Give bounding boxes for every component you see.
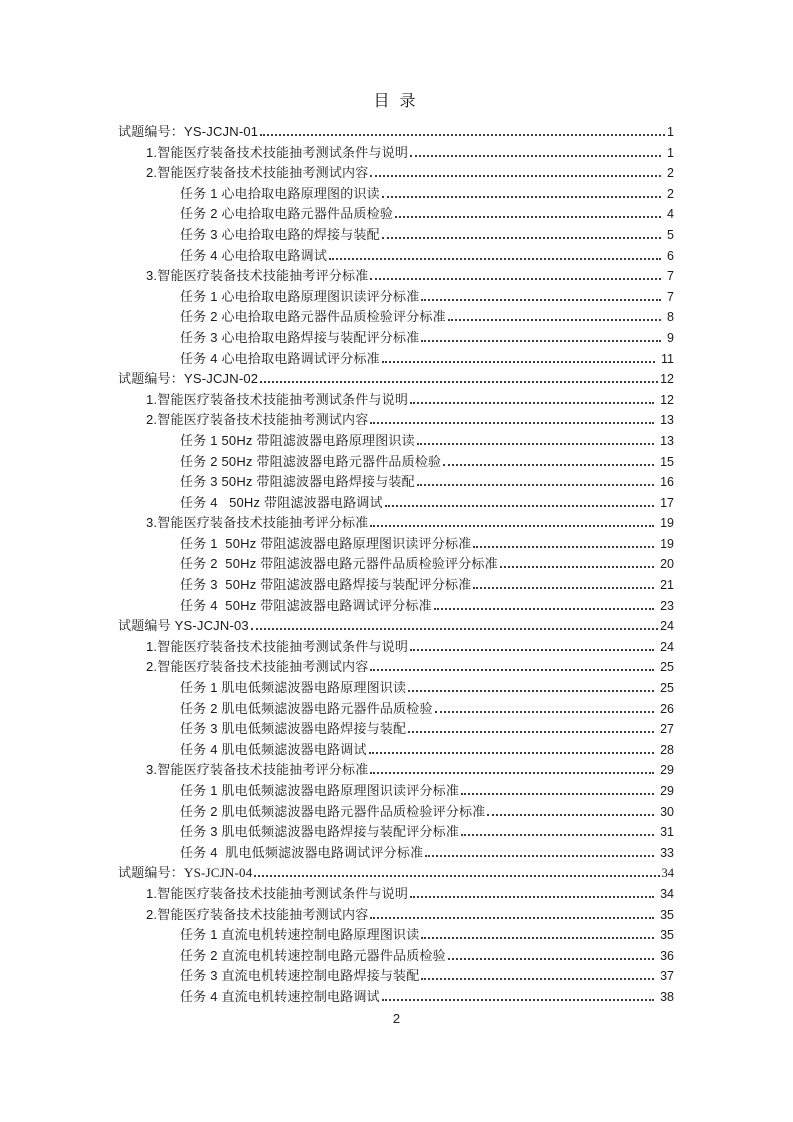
toc-entry-page-number: 15 — [660, 454, 674, 469]
toc-dot-leader — [461, 834, 654, 836]
toc-entry-page-number: 29 — [660, 784, 674, 798]
toc-entry-page-number: 27 — [660, 722, 674, 737]
toc-entry-page-number: 35 — [660, 928, 674, 943]
toc-entry-text: 3.智能医疗装备技术技能抽考评分标准 — [146, 268, 369, 284]
toc-entry-text: 1.智能医疗装备技术技能抽考测试条件与说明 — [146, 391, 409, 407]
toc-entry[interactable] — [118, 328, 674, 349]
toc-entry[interactable] — [118, 925, 674, 946]
toc-dot-leader — [410, 155, 661, 157]
toc-entry-text: 任务 4 心电拾取电路调试 — [180, 247, 328, 263]
toc-dot-leader — [448, 319, 661, 321]
toc-dot-leader — [370, 422, 654, 424]
toc-entry-text: 任务 4 50Hz 带阻滤波器电路调试 — [180, 494, 383, 510]
toc-entry-page-number: 30 — [660, 804, 674, 819]
toc-dot-leader — [417, 484, 654, 486]
toc-dot-leader — [369, 752, 654, 754]
toc-entry-page-number: 25 — [660, 660, 674, 675]
toc-entry-page-number: 13 — [660, 413, 674, 428]
toc-entry-page-number: 21 — [660, 578, 674, 593]
toc-entry-text: 任务 1 50Hz 带阻滤波器电路原理图识读评分标准 — [180, 535, 472, 551]
toc-entry[interactable] — [118, 493, 674, 514]
toc-entry-page-number: 1 — [667, 125, 674, 139]
toc-entry-text: 试题编号 YS-JCJN-03 — [118, 618, 249, 634]
toc-dot-leader — [410, 649, 654, 651]
toc-entry-page-number: 31 — [660, 825, 674, 840]
toc-entry-text: 任务 1 肌电低频滤波器电路原理图识读 — [180, 680, 407, 696]
toc-dot-leader — [443, 464, 654, 466]
toc-entry-page-number: 25 — [660, 681, 674, 696]
toc-entry-text: 3.智能医疗装备技术技能抽考评分标准 — [146, 762, 369, 778]
toc-entry-page-number: 38 — [660, 989, 674, 1004]
toc-entry-page-number: 36 — [660, 948, 674, 963]
toc-entry[interactable] — [118, 225, 674, 246]
toc-entry-text: 任务 2 肌电低频滤波器电路元器件品质检验评分标准 — [180, 803, 486, 819]
toc-dot-leader — [417, 443, 654, 445]
toc-dot-leader — [370, 175, 661, 177]
toc-entry-page-number: 11 — [661, 351, 674, 366]
toc-dot-leader — [370, 772, 654, 774]
toc-entry-text: 任务 4 直流电机转速控制电路调试 — [180, 988, 380, 1004]
toc-entry-text: 1.智能医疗装备技术技能抽考测试条件与说明 — [146, 638, 409, 654]
toc-entry[interactable] — [118, 204, 674, 225]
toc-entry[interactable] — [118, 802, 674, 823]
toc-entry-text: 任务 4 肌电低频滤波器电路调试评分标准 — [180, 844, 424, 860]
footer-page-number: 2 — [392, 1011, 401, 1026]
toc-dot-leader — [370, 917, 654, 919]
toc-entry-text: 试题编号：YS-JCJN-02 — [118, 371, 259, 387]
toc-dot-leader — [260, 381, 658, 383]
toc-entry-page-number: 34 — [661, 866, 674, 881]
toc-entry-page-number: 9 — [667, 330, 674, 345]
toc-dot-leader — [500, 566, 654, 568]
toc-entry-text: 任务 2 50Hz 带阻滤波器电路元器件品质检验评分标准 — [180, 556, 498, 572]
toc-entry-page-number: 13 — [660, 433, 674, 448]
toc-entry-page-number: 7 — [667, 269, 674, 284]
toc-entry-text: 3.智能医疗装备技术技能抽考评分标准 — [146, 515, 369, 531]
toc-dot-leader — [370, 278, 661, 280]
toc-entry[interactable] — [118, 390, 674, 411]
toc-entry[interactable] — [118, 719, 674, 740]
toc-dot-leader — [473, 546, 654, 548]
toc-dot-leader — [434, 608, 654, 610]
toc-entry-text: 2.智能医疗装备技术技能抽考测试内容 — [146, 412, 369, 428]
toc-entry-text: 任务 1 心电拾取电路原理图的识读 — [180, 185, 380, 201]
toc-entry[interactable] — [118, 513, 674, 534]
toc-entry[interactable] — [118, 822, 674, 843]
toc-dot-leader — [425, 855, 654, 857]
toc-dot-leader — [385, 505, 654, 507]
toc-entry-page-number: 35 — [660, 907, 674, 922]
toc-entry[interactable] — [118, 184, 674, 205]
toc-entry-page-number: 28 — [660, 742, 674, 757]
toc-entry-page-number: 24 — [660, 639, 674, 654]
toc-entry-page-number: 2 — [667, 166, 674, 181]
toc-entry[interactable] — [118, 554, 674, 575]
toc-entry[interactable] — [118, 534, 674, 555]
toc-entry-page-number: 17 — [660, 495, 674, 510]
toc-dot-leader — [395, 216, 661, 218]
toc-entry-text: 任务 3 肌电低频滤波器电路焊接与装配评分标准 — [180, 824, 460, 840]
toc-entry-page-number: 12 — [660, 372, 674, 387]
toc-container — [118, 88, 674, 1008]
toc-dot-leader — [421, 978, 654, 980]
toc-list — [118, 122, 674, 1008]
toc-entry-text: 1.智能医疗装备技术技能抽考测试条件与说明 — [146, 885, 409, 901]
toc-entry-page-number: 16 — [660, 475, 674, 490]
toc-entry-page-number: 19 — [660, 516, 674, 531]
toc-entry-text: 任务 3 直流电机转速控制电路焊接与装配 — [180, 968, 420, 984]
toc-entry-page-number: 20 — [660, 557, 674, 572]
toc-dot-leader — [487, 814, 654, 816]
toc-dot-leader — [421, 299, 661, 301]
toc-entry[interactable] — [118, 966, 674, 987]
toc-entry-text: 任务 2 心电拾取电路元器件品质检验 — [180, 206, 394, 222]
toc-entry-page-number: 8 — [667, 310, 674, 325]
toc-entry-text: 任务 1 50Hz 带阻滤波器电路原理图识读 — [180, 432, 415, 448]
toc-entry-page-number: 23 — [660, 598, 674, 613]
toc-entry[interactable] — [118, 431, 674, 452]
toc-entry[interactable] — [118, 657, 674, 678]
toc-entry-page-number: 37 — [660, 969, 674, 984]
toc-entry-text: 任务 4 50Hz 带阻滤波器电路调试评分标准 — [180, 597, 432, 613]
toc-entry[interactable] — [118, 143, 674, 164]
toc-entry-text: 任务 1 心电拾取电路原理图识读评分标准 — [180, 288, 420, 304]
toc-entry[interactable] — [118, 163, 674, 184]
toc-entry[interactable] — [118, 472, 674, 493]
toc-entry-page-number: 24 — [660, 619, 674, 634]
toc-entry-page-number: 26 — [660, 701, 674, 716]
page-title: 目 录 — [373, 93, 419, 110]
toc-dot-leader — [408, 731, 654, 733]
toc-entry-text: 任务 3 肌电低频滤波器电路焊接与装配 — [180, 721, 407, 737]
toc-entry-text: 试题编号：YS-JCJN-04 — [118, 865, 253, 881]
toc-entry-text: 任务 3 心电拾取电路的焊接与装配 — [180, 226, 380, 242]
toc-dot-leader — [408, 690, 654, 692]
toc-entry[interactable] — [118, 596, 674, 617]
toc-entry[interactable] — [118, 843, 674, 864]
toc-entry-text: 任务 2 50Hz 带阻滤波器电路元器件品质检验 — [180, 453, 442, 469]
toc-entry[interactable] — [118, 699, 674, 720]
toc-dot-leader — [410, 402, 654, 404]
toc-entry[interactable] — [118, 369, 674, 390]
toc-dot-leader — [421, 937, 654, 939]
toc-entry-text: 任务 1 肌电低频滤波器电路原理图识读评分标准 — [180, 783, 460, 798]
toc-entry-page-number: 5 — [667, 227, 674, 242]
toc-entry-text: 2.智能医疗装备技术技能抽考测试内容 — [146, 906, 369, 922]
toc-dot-leader — [370, 669, 654, 671]
toc-entry[interactable] — [118, 946, 674, 967]
toc-entry[interactable] — [118, 760, 674, 781]
toc-entry-page-number: 19 — [660, 536, 674, 551]
toc-dot-leader — [421, 340, 661, 342]
toc-dot-leader — [461, 793, 654, 795]
toc-entry-text: 任务 3 50Hz 带阻滤波器电路焊接与装配评分标准 — [180, 577, 472, 593]
toc-entry[interactable] — [118, 781, 674, 802]
toc-dot-leader — [260, 134, 665, 136]
toc-entry-text: 试题编号：YS-JCJN-01 — [118, 124, 259, 139]
toc-dot-leader — [329, 258, 661, 260]
toc-entry[interactable] — [118, 349, 674, 370]
toc-entry-page-number: 4 — [667, 207, 674, 222]
toc-entry[interactable] — [118, 452, 674, 473]
toc-entry-page-number: 33 — [660, 845, 674, 860]
toc-entry[interactable] — [118, 266, 674, 287]
toc-entry-text: 任务 1 直流电机转速控制电路原理图识读 — [180, 927, 420, 943]
toc-entry[interactable] — [118, 122, 674, 143]
toc-entry-text: 任务 2 肌电低频滤波器电路元器件品质检验 — [180, 700, 433, 716]
toc-entry-page-number: 2 — [667, 186, 674, 201]
toc-entry[interactable] — [118, 616, 674, 637]
toc-entry-text: 任务 4 肌电低频滤波器电路调试 — [180, 741, 367, 757]
toc-dot-leader — [382, 361, 655, 363]
toc-dot-leader — [382, 237, 661, 239]
toc-entry[interactable] — [118, 637, 674, 658]
toc-dot-leader — [473, 587, 654, 589]
toc-dot-leader — [254, 875, 659, 877]
toc-dot-leader — [382, 999, 654, 1001]
toc-dot-leader — [448, 958, 654, 960]
toc-entry[interactable] — [118, 987, 674, 1008]
toc-dot-leader — [370, 525, 654, 527]
toc-entry[interactable] — [118, 678, 674, 699]
toc-dot-leader — [382, 196, 661, 198]
toc-entry-page-number: 34 — [660, 886, 674, 901]
toc-entry[interactable] — [118, 884, 674, 905]
toc-entry[interactable] — [118, 307, 674, 328]
toc-entry[interactable] — [118, 246, 674, 267]
toc-entry[interactable] — [118, 905, 674, 926]
toc-entry[interactable] — [118, 863, 674, 884]
toc-entry-text: 2.智能医疗装备技术技能抽考测试内容 — [146, 165, 369, 181]
toc-entry-text: 1.智能医疗装备技术技能抽考测试条件与说明 — [146, 144, 409, 160]
toc-entry-text: 2.智能医疗装备技术技能抽考测试内容 — [146, 659, 369, 675]
toc-entry-page-number: 6 — [667, 248, 674, 263]
toc-dot-leader — [410, 896, 654, 898]
toc-dot-leader — [251, 628, 658, 630]
toc-dot-leader — [435, 711, 654, 713]
toc-entry-page-number: 12 — [660, 392, 674, 407]
toc-entry-page-number: 7 — [667, 289, 674, 304]
toc-entry-text: 任务 3 心电拾取电路焊接与装配评分标准 — [180, 329, 420, 345]
toc-entry-text: 任务 2 心电拾取电路元器件品质检验评分标准 — [180, 309, 446, 325]
toc-entry-text: 任务 2 直流电机转速控制电路元器件品质检验 — [180, 947, 446, 963]
toc-entry[interactable] — [118, 740, 674, 761]
toc-entry[interactable] — [118, 287, 674, 308]
toc-entry[interactable] — [118, 575, 674, 596]
toc-entry-page-number: 1 — [667, 145, 674, 160]
toc-entry-text: 任务 4 心电拾取电路调试评分标准 — [180, 350, 380, 366]
toc-entry[interactable] — [118, 410, 674, 431]
toc-entry-text: 任务 3 50Hz 带阻滤波器电路焊接与装配 — [180, 474, 415, 490]
toc-entry-page-number: 29 — [660, 763, 674, 778]
